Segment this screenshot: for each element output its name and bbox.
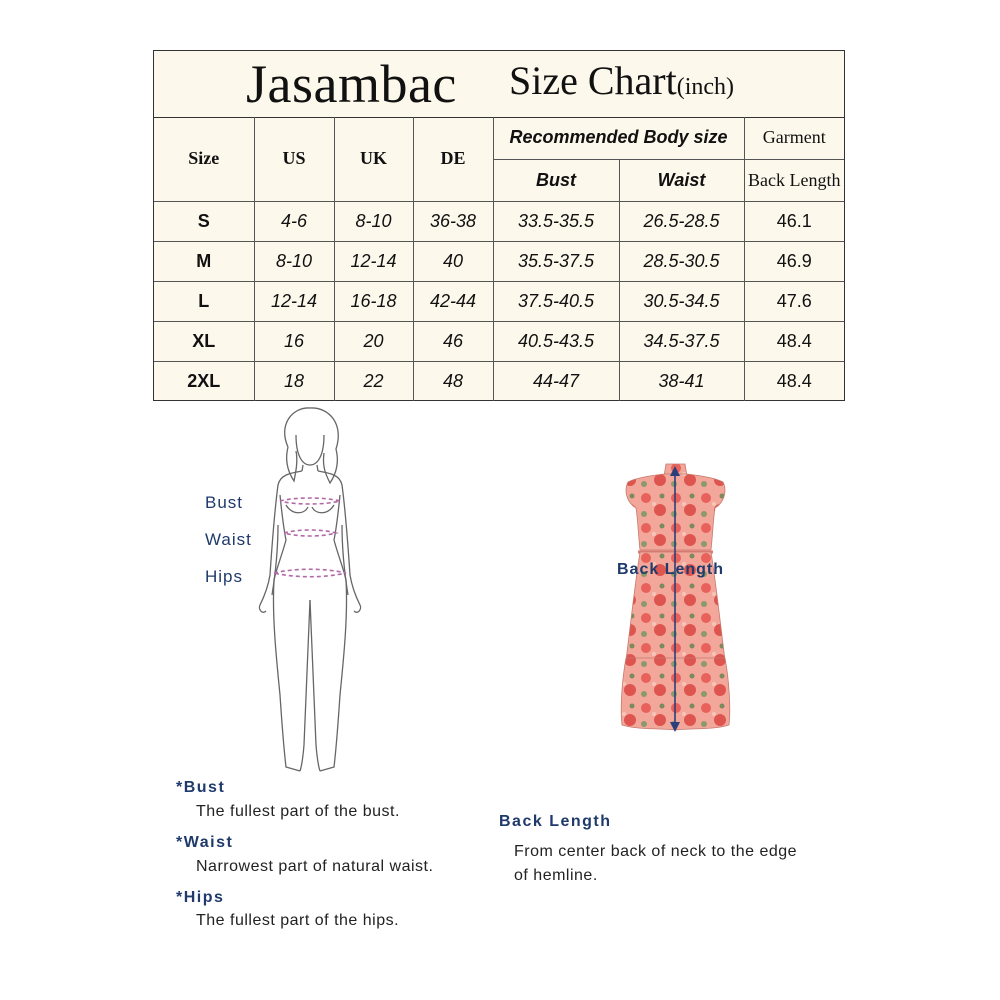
cell-us: 18 (254, 361, 334, 401)
definition-waist-text: Narrowest part of natural waist. (196, 858, 434, 875)
cell-size: XL (154, 321, 254, 361)
body-figure-illustration (250, 405, 370, 777)
cell-waist: 30.5-34.5 (619, 281, 744, 321)
unit-label: (inch) (676, 74, 735, 100)
cell-de: 48 (413, 361, 493, 401)
header-de: DE (413, 117, 493, 201)
cell-size: L (154, 281, 254, 321)
table-row (154, 201, 844, 241)
cell-size: 2XL (154, 361, 254, 401)
header-recommended-body-size: Recommended Body size (493, 117, 744, 159)
cell-us: 8-10 (254, 241, 334, 281)
cell-us: 4-6 (254, 201, 334, 241)
cell-bust: 33.5-35.5 (493, 201, 619, 241)
cell-bust: 35.5-37.5 (493, 241, 619, 281)
definition-hips-title: *Hips (176, 889, 225, 906)
chart-title-text: Size Chart (509, 58, 677, 103)
header-bust: Bust (493, 159, 619, 201)
cell-us: 12-14 (254, 281, 334, 321)
size-chart (153, 50, 845, 401)
header-us: US (254, 117, 334, 201)
cell-de: 42-44 (413, 281, 493, 321)
dress-back-length-label: Back Length (617, 561, 725, 578)
figure-label-hips: Hips (205, 567, 244, 586)
header-back-length: Back Length (744, 159, 844, 201)
cell-uk: 20 (334, 321, 413, 361)
cell-waist: 34.5-37.5 (619, 321, 744, 361)
header-size: Size (154, 117, 254, 201)
brand-name: Jasambac (246, 54, 457, 114)
cell-back-length: 47.6 (744, 281, 844, 321)
definition-back-length-text-line1: From center back of neck to the edge (514, 843, 798, 860)
definition-back-length-title: Back Length (499, 813, 612, 830)
cell-size: M (154, 241, 254, 281)
table-row (154, 281, 844, 321)
cell-de: 36-38 (413, 201, 493, 241)
definition-back-length-text-line2: of hemline. (514, 867, 598, 884)
cell-back-length: 48.4 (744, 361, 844, 401)
cell-size: S (154, 201, 254, 241)
cell-back-length: 46.1 (744, 201, 844, 241)
table-row (154, 361, 844, 401)
definition-waist-title: *Waist (176, 834, 234, 851)
cell-bust: 37.5-40.5 (493, 281, 619, 321)
figure-label-waist: Waist (205, 530, 252, 549)
cell-uk: 12-14 (334, 241, 413, 281)
cell-uk: 22 (334, 361, 413, 401)
header-garment: Garment (744, 117, 844, 159)
definition-bust-text: The fullest part of the bust. (196, 803, 400, 820)
header-row-1 (154, 117, 844, 159)
cell-waist: 38-41 (619, 361, 744, 401)
figure-label-bust: Bust (205, 493, 244, 512)
size-table (154, 117, 844, 401)
table-row (154, 241, 844, 281)
cell-uk: 8-10 (334, 201, 413, 241)
cell-bust: 40.5-43.5 (493, 321, 619, 361)
definition-hips-text: The fullest part of the hips. (196, 912, 400, 929)
cell-bust: 44-47 (493, 361, 619, 401)
cell-waist: 26.5-28.5 (619, 201, 744, 241)
cell-uk: 16-18 (334, 281, 413, 321)
cell-de: 46 (413, 321, 493, 361)
chart-header (154, 51, 844, 118)
chart-title (509, 57, 734, 104)
table-row (154, 321, 844, 361)
definition-bust-title: *Bust (176, 779, 226, 796)
cell-waist: 28.5-30.5 (619, 241, 744, 281)
header-uk: UK (334, 117, 413, 201)
cell-us: 16 (254, 321, 334, 361)
cell-back-length: 48.4 (744, 321, 844, 361)
cell-back-length: 46.9 (744, 241, 844, 281)
header-waist: Waist (619, 159, 744, 201)
dress-illustration (608, 460, 743, 735)
cell-de: 40 (413, 241, 493, 281)
